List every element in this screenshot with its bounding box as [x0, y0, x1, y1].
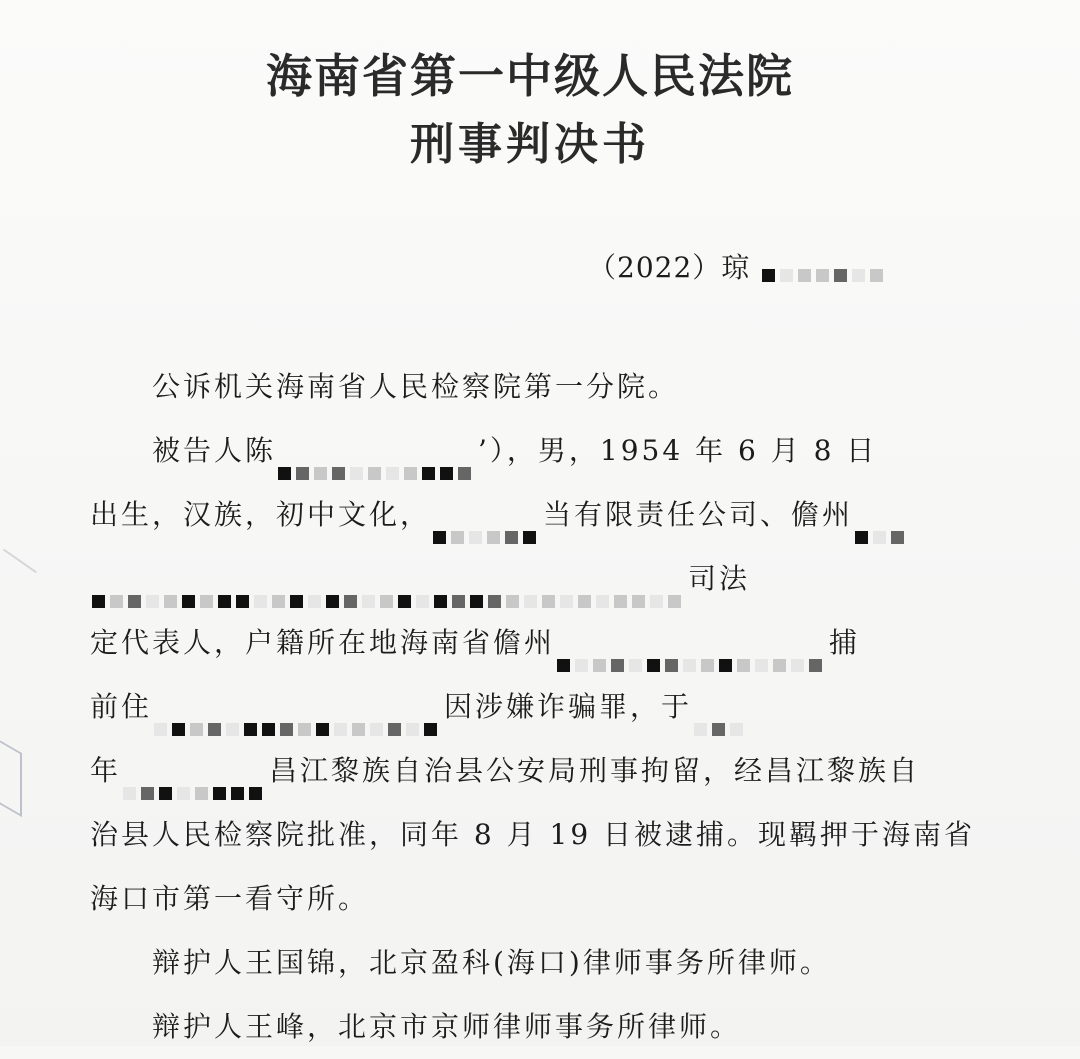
- redacted-case-number: [762, 257, 888, 283]
- defendant-company-text: 当有限责任公司、儋州: [543, 498, 854, 531]
- defendant-charge-text: 因涉嫌诈骗罪，于: [444, 690, 693, 723]
- defendant-text: 被告人陈: [152, 434, 277, 467]
- defendant-line-8: 海口市第一看守所。: [90, 882, 370, 915]
- prosecutor-paragraph: 公诉机关海南省人民检察院第一分院。: [152, 370, 680, 403]
- defendant-detention-text: 昌江黎族自治县公安局刑事拘留，经昌江黎族自: [269, 754, 921, 787]
- defendant-line-5: [90, 675, 990, 739]
- defendant-text: 出生，汉族，初中文化，: [90, 498, 432, 531]
- defendant-line-1: [90, 419, 1052, 483]
- defendant-text: 前住: [90, 690, 153, 723]
- redacted-company-2: [855, 504, 909, 530]
- document-type-title: 刑事判决书: [410, 119, 650, 170]
- defense-lawyer-1: 辩护人王国锦，北京盈科(海口)律师事务所律师。: [152, 946, 831, 979]
- redacted-date-2: [123, 760, 267, 786]
- court-name: 海南省第一中级人民法院: [266, 49, 794, 103]
- defendant-text: 捕: [829, 626, 861, 659]
- edge-stamp-mark: [0, 737, 22, 817]
- redacted-defendant-name: [278, 440, 476, 466]
- defendant-line-6: [90, 739, 990, 803]
- paper-fold-mark: [3, 549, 37, 574]
- defense-lawyer-2: 辩护人王峰，北京市京师律师事务所律师。: [152, 1010, 742, 1043]
- redacted-company-names: [92, 568, 686, 594]
- defendant-line-3: [90, 547, 990, 611]
- redacted-residence: [154, 696, 442, 722]
- defendant-birth-text: ’），男，1954 年 6 月 8 日: [478, 434, 878, 467]
- redacted-company: [433, 504, 541, 530]
- defendant-text: 定代表人，户籍所在地海南省儋州: [90, 626, 556, 659]
- defendant-line-4: [90, 611, 990, 675]
- case-number-prefix: （2022）琼: [588, 251, 751, 284]
- defendant-text: 年: [90, 754, 122, 787]
- defendant-line-7: 治县人民检察院批准，同年 8 月 19 日被逮捕。现羁押于海南省: [90, 818, 976, 851]
- case-number: [588, 246, 890, 286]
- defendant-text: 司法: [688, 562, 751, 595]
- redacted-address: [557, 632, 827, 658]
- redacted-date: [694, 696, 748, 722]
- defendant-line-2: [90, 483, 990, 547]
